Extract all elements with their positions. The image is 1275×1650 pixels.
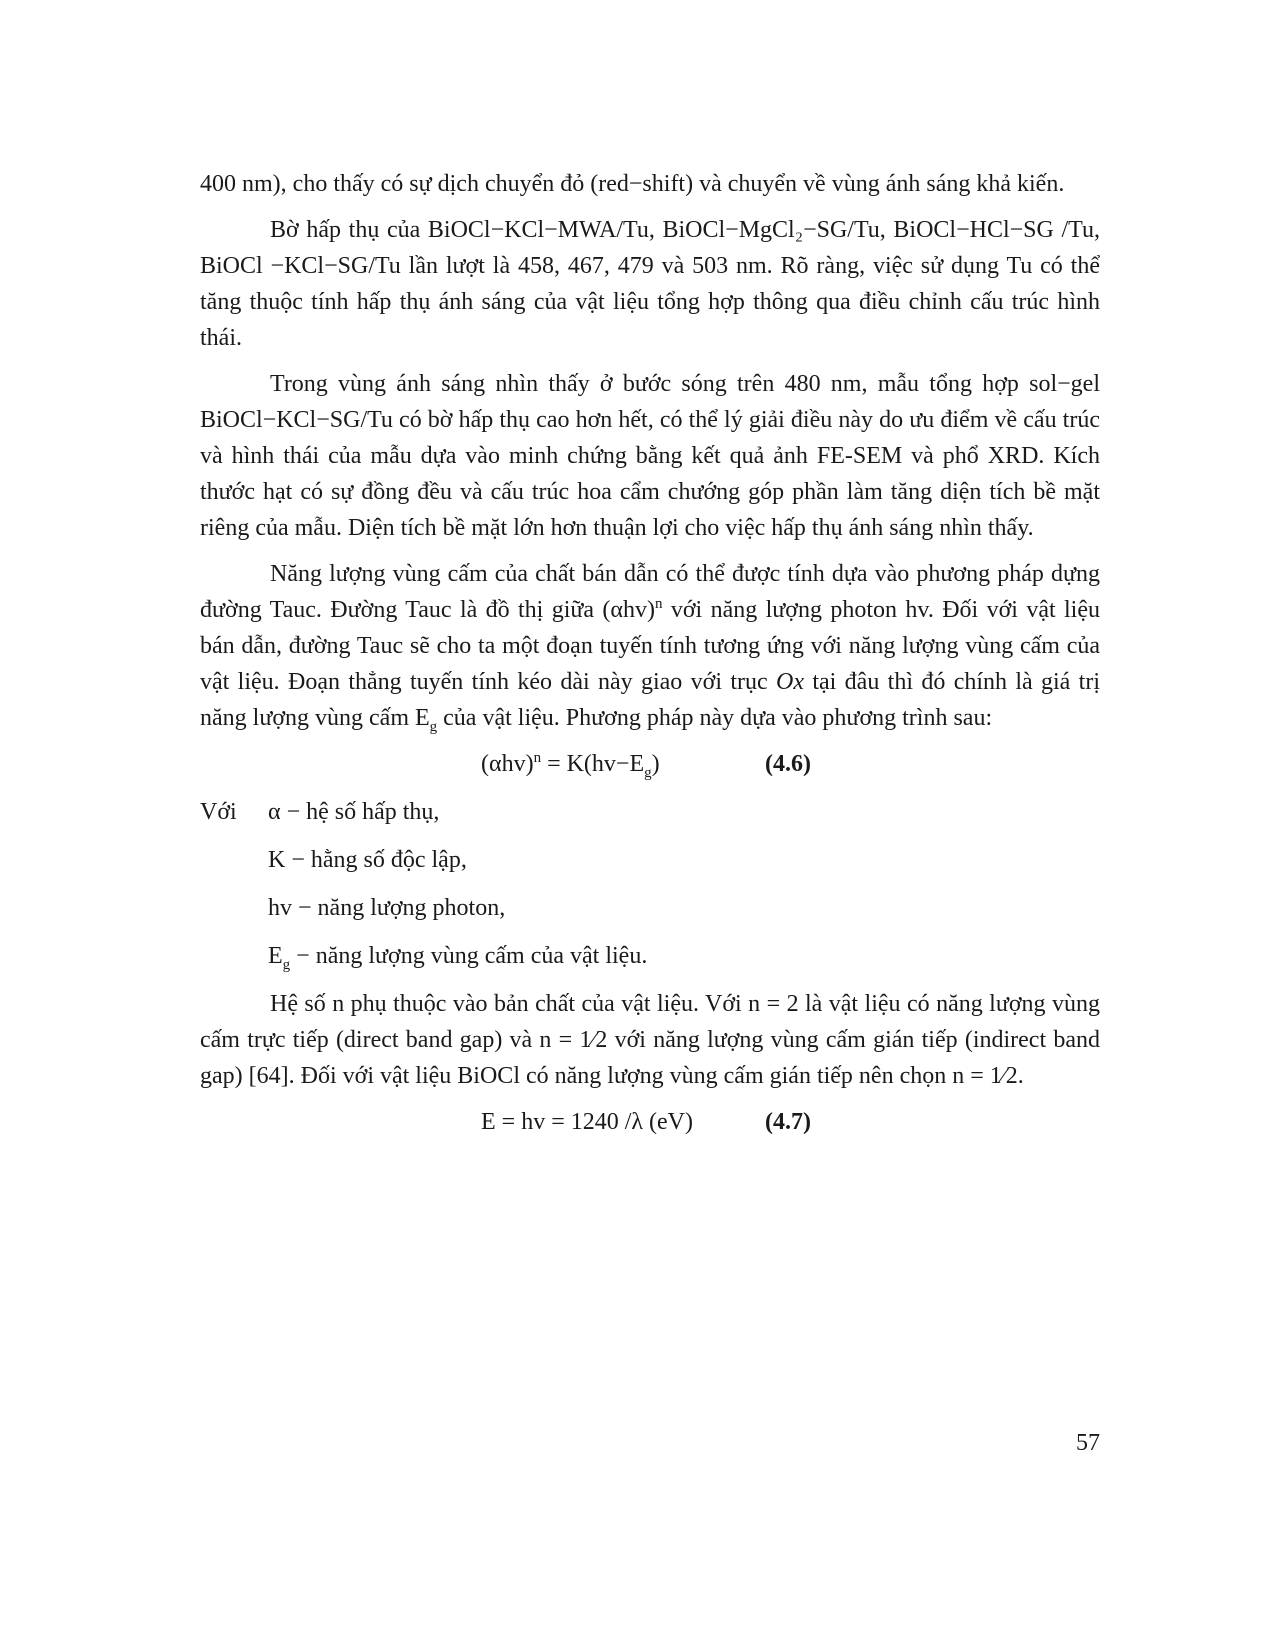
eg-symbol: E (268, 943, 283, 969)
equation-4-7-expression: E = hv = 1240 /λ (eV) (481, 1109, 694, 1135)
eq-lhs-exponent: n (533, 750, 542, 766)
definition-eg-text (268, 938, 647, 974)
eq-mid-subscript: g (644, 764, 652, 781)
eg-subscript: g (429, 718, 438, 735)
equation-4-6 (200, 746, 1100, 782)
page-number: 57 (1076, 1430, 1100, 1456)
definition-hv (200, 890, 1100, 926)
paragraph-red-shift: 400 nm), cho thấy có sự dịch chuyển đỏ (red−shift) và chuyển về vùng ánh sáng khả kiến. (200, 171, 1065, 197)
paragraph-absorption-edges: Bờ hấp thụ của BiOCl−KCl−MWA/Tu, BiOCl−MgCl₂−SG/Tu, BiOCl−HCl−SG /Tu, BiOCl −KCl−SG/Tu lần lượt là 458, 467, 479 và 503 nm. Rõ ràng, việc sử dụng Tu có thể tăng thuộc tính hấp thụ ánh sáng của vật liệu tổng hợp thông qua điều chỉnh cấu trúc hình thái. (200, 217, 1100, 351)
definition-eg (200, 938, 1100, 974)
document-page (200, 166, 1100, 1152)
ox-axis-label: Ox (776, 669, 804, 695)
eq-mid: = K(hv−E (541, 751, 645, 777)
equation-4-7-number: (4.7) (765, 1109, 811, 1135)
definition-alpha-text: α − hệ số hấp thụ, (268, 799, 440, 825)
eg-symbol-subscript: g (282, 956, 291, 973)
tauc-text-3: tại đâu thì đó chính là giá trị năng lượng vùng cấm E (200, 669, 1101, 731)
tauc-exponent: n (654, 596, 663, 612)
tauc-text-1: Năng lượng vùng cấm của chất bán dẫn có thể được tính dựa vào phương pháp dựng đường Tauc. Đường Tauc là đồ thị giữa (αhv) (200, 561, 1100, 623)
equation-4-6-expression (481, 746, 660, 782)
equation-4-7 (200, 1104, 1100, 1140)
eq-end: ) (651, 751, 660, 777)
paragraph-tauc-method (200, 556, 1100, 736)
definition-alpha (200, 794, 1100, 830)
equation-4-6-number: (4.6) (765, 751, 811, 777)
paragraph-visible-light: Trong vùng ánh sáng nhìn thấy ở bước sóng trên 480 nm, mẫu tổng hợp sol−gel BiOCl−KCl−SG/Tu có bờ hấp thụ cao hơn hết, có thể lý giải điều này do ưu điểm về cấu trúc và hình thái của mẫu dựa vào minh chứng bằng kết quả ảnh FE-SEM và phổ XRD. Kích thước hạt có sự đồng đều và cấu trúc hoa cẩm chướng góp phần làm tăng diện tích bề mặt riêng của mẫu. Diện tích bề mặt lớn hơn thuận lợi cho việc hấp thụ ánh sáng nhìn thấy. (200, 371, 1100, 541)
tauc-text-2: với năng lượng photon hv. Đối với vật liệu bán dẫn, đường Tauc sẽ cho ta một đoạn tuyến tính tương ứng với năng lượng vùng cấm của vật liệu. Đoạn thẳng tuyến tính kéo dài này giao với trục (200, 597, 1101, 695)
eq-lhs: (αhv) (481, 751, 534, 777)
definition-k-text: K − hằng số độc lập, (268, 847, 467, 873)
paragraph-coefficient-n: Hệ số n phụ thuộc vào bản chất của vật liệu. Với n = 2 là vật liệu có năng lượng vùng cấm trực tiếp (direct band gap) và n = 1⁄2 với năng lượng vùng cấm gián tiếp (indirect band gap) [64]. Đối với vật liệu BiOCl có năng lượng vùng cấm gián tiếp nên chọn n = 1⁄2. (200, 991, 1100, 1089)
definition-k (200, 842, 1100, 878)
definition-hv-text: hv − năng lượng photon, (268, 895, 506, 921)
definitions-lead: Với (200, 799, 237, 825)
eg-definition: − năng lượng vùng cấm của vật liệu. (290, 943, 648, 969)
tauc-text-4: của vật liệu. Phương pháp này dựa vào phương trình sau: (437, 705, 993, 731)
